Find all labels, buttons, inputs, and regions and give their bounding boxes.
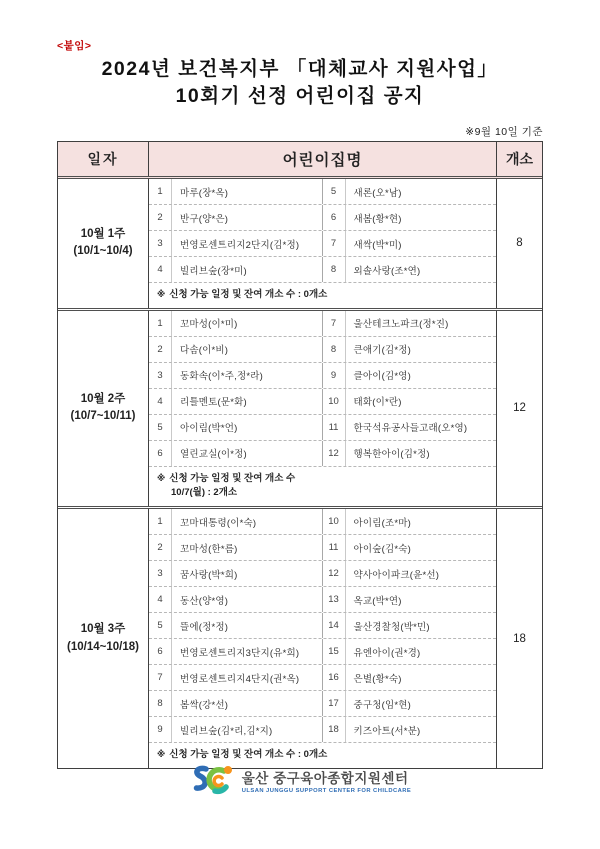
center-pair-row: [149, 257, 496, 283]
note-row: [149, 283, 496, 308]
table-header-row: [58, 142, 542, 179]
center-pair-row: [149, 509, 496, 535]
center-name: 울산테크노파크(정*진): [353, 319, 449, 331]
note-line1: [157, 472, 490, 487]
page-title-line2: 10회기 선정 어린이집 공지: [175, 85, 425, 108]
center-number: 2: [149, 205, 172, 230]
center-number: 8: [149, 691, 172, 716]
center-pair-row: [149, 587, 496, 613]
week-date-cell: [58, 509, 149, 768]
center-name: 리틀멘토(문*화): [172, 389, 323, 414]
reference-mark-icon: ※: [157, 289, 166, 299]
center-name: 한국석유공사들고래(오*영): [353, 423, 468, 435]
center-name: 꼬마성(한*름): [172, 535, 323, 560]
centers-list: [149, 509, 496, 743]
center-pair-row: [149, 535, 496, 561]
schedule-table: [57, 141, 543, 769]
reference-mark-icon: ※: [157, 749, 166, 760]
center-name: 꼬마성(이*미): [172, 311, 323, 336]
center-pair-row: [149, 179, 496, 205]
center-pair-row: [149, 665, 496, 691]
center-number: 7: [323, 231, 346, 256]
center-name: 마루(장*옥): [172, 179, 323, 204]
center-number: 6: [149, 639, 172, 664]
column-header-date: 일자: [58, 142, 149, 176]
page-title-line1: 2024년 보건복지부 「대체교사 지원사업」: [101, 58, 499, 80]
center-name: 빌리브숲(장*미): [172, 257, 323, 282]
note-line1: [157, 748, 490, 763]
center-number: 1: [149, 179, 172, 204]
org-name-korean: 울산 중구육아종합지원센터: [241, 770, 409, 786]
center-pair-row: [149, 205, 496, 231]
center-number: 6: [323, 205, 346, 230]
week-range: (10/1~10/4): [73, 245, 133, 258]
note-text: 신청 가능 일정 및 잔여 개소 수: [169, 472, 296, 484]
week-range: (10/7~10/11): [70, 410, 136, 423]
center-number: 6: [149, 441, 172, 466]
center-number: 8: [323, 257, 346, 282]
center-number: 5: [149, 415, 172, 440]
center-name: 키즈아트(서*분): [353, 725, 421, 737]
center-number: 7: [149, 665, 172, 690]
center-name: 큰애기(김*정): [353, 345, 412, 357]
center-pair-row: [149, 363, 496, 389]
center-number: 4: [149, 587, 172, 612]
center-number: 5: [149, 613, 172, 638]
org-footer: [0, 763, 600, 797]
center-name: 중구청(임*현): [353, 699, 412, 711]
center-name: 꿈사랑(박*희): [172, 561, 323, 586]
column-header-count: 개소: [496, 142, 542, 176]
date-basis-note: ※9월 10일 기준: [465, 126, 543, 138]
week-date-cell: [58, 179, 149, 308]
center-number: 10: [323, 389, 346, 414]
center-name: 외솔사랑(조*연): [353, 265, 421, 277]
center-name: 아이숲(김*숙): [353, 543, 412, 555]
center-name: 동화속(이*주,정*라): [172, 363, 323, 388]
centers-list: [149, 311, 496, 467]
center-number: 8: [323, 337, 346, 362]
center-name: 번영로센트리지2단지(김*정): [172, 231, 323, 256]
week-date-cell: [58, 311, 149, 506]
attachment-label: <붙임>: [57, 40, 92, 52]
center-pair-row: [149, 639, 496, 665]
center-name: 유엔아이(권*경): [353, 647, 421, 659]
center-pair-row: [149, 311, 496, 337]
week-label: 10월 1주: [80, 228, 126, 241]
center-name: 동산(양*영): [172, 587, 323, 612]
center-number: 3: [149, 231, 172, 256]
center-number: 3: [149, 561, 172, 586]
center-name: 태화(이*란): [353, 397, 402, 409]
center-name: 열린교실(이*정): [172, 441, 323, 466]
center-name: 은별(황*숙): [353, 673, 402, 685]
week-count: 18: [496, 509, 542, 768]
center-number: 1: [149, 509, 172, 534]
centers-list: [149, 179, 496, 283]
center-number: 18: [323, 717, 346, 742]
center-number: 4: [149, 389, 172, 414]
center-name: 뜰에(정*정): [172, 613, 323, 638]
center-pair-row: [149, 441, 496, 467]
center-pair-row: [149, 613, 496, 639]
reference-mark-icon: ※: [157, 472, 166, 483]
center-name: 클아이(김*영): [353, 371, 412, 383]
org-logo-icon: [189, 763, 235, 797]
center-number: 5: [323, 179, 346, 204]
center-number: 11: [323, 535, 346, 560]
week-count: 12: [496, 311, 542, 506]
page-title: [0, 56, 600, 111]
center-number: 2: [149, 337, 172, 362]
center-number: 16: [323, 665, 346, 690]
week-range: (10/14~10/18): [67, 640, 139, 653]
week-row: [58, 506, 542, 768]
table-body: [58, 179, 542, 768]
week-label: 10월 3주: [80, 623, 126, 636]
column-header-name: 어린이집명: [282, 152, 363, 169]
center-name: 새봄(황*현): [353, 213, 402, 225]
note-line1: [157, 288, 490, 303]
center-number: 2: [149, 535, 172, 560]
note-text: 신청 가능 일정 및 잔여 개소 수 : 0개소: [169, 749, 328, 761]
center-name: 아이림(조*마): [353, 517, 412, 529]
org-name-block: [242, 767, 412, 794]
center-name: 새론(오*남): [353, 187, 402, 199]
center-pair-row: [149, 691, 496, 717]
center-pair-row: [149, 561, 496, 587]
org-name-english: ULSAN JUNGGU SUPPORT CENTER FOR CHILDCARE: [241, 787, 412, 794]
center-number: 9: [149, 717, 172, 742]
center-name: 반구(양*은): [172, 205, 323, 230]
center-name: 울산경찰청(박*민): [353, 621, 430, 633]
center-name: 약사아이파크(윤*선): [353, 569, 440, 581]
note-row: [149, 467, 496, 506]
center-pair-row: [149, 231, 496, 257]
center-name: 번영로센트리지3단지(유*희): [172, 639, 323, 664]
week-row: [58, 308, 542, 506]
center-pair-row: [149, 717, 496, 743]
center-number: 13: [323, 587, 346, 612]
center-name: 꼬마대통령(이*숙): [172, 509, 323, 534]
center-pair-row: [149, 337, 496, 363]
center-name: 다솜(이*비): [172, 337, 323, 362]
center-number: 1: [149, 311, 172, 336]
center-number: 9: [323, 363, 346, 388]
center-pair-row: [149, 415, 496, 441]
week-centers-cell: [149, 179, 496, 308]
center-number: 4: [149, 257, 172, 282]
week-row: [58, 179, 542, 308]
center-name: 아이림(박*언): [172, 415, 323, 440]
center-number: 14: [323, 613, 346, 638]
center-name: 새싹(박*미): [353, 239, 402, 251]
center-number: 3: [149, 363, 172, 388]
center-name: 행복한아이(김*정): [353, 449, 430, 461]
week-centers-cell: [149, 509, 496, 768]
note-line2: 10/7(월) : 2개소: [171, 487, 238, 499]
center-number: 11: [323, 415, 346, 440]
week-count: 8: [496, 179, 542, 308]
center-number: 7: [323, 311, 346, 336]
center-pair-row: [149, 389, 496, 415]
note-text: 신청 가능 일정 및 잔여 개소 수 : 0개소: [169, 289, 328, 300]
center-number: 12: [323, 561, 346, 586]
week-centers-cell: [149, 311, 496, 506]
center-name: 빌리브숲(김*리,김*지): [172, 717, 323, 742]
center-number: 10: [323, 509, 346, 534]
week-label: 10월 2주: [80, 393, 126, 406]
center-number: 17: [323, 691, 346, 716]
center-number: 12: [323, 441, 346, 466]
center-name: 옥교(박*연): [353, 595, 402, 607]
center-name: 번영로센트리지4단지(권*옥): [172, 665, 323, 690]
center-number: 15: [323, 639, 346, 664]
center-name: 봄싹(강*선): [172, 691, 323, 716]
